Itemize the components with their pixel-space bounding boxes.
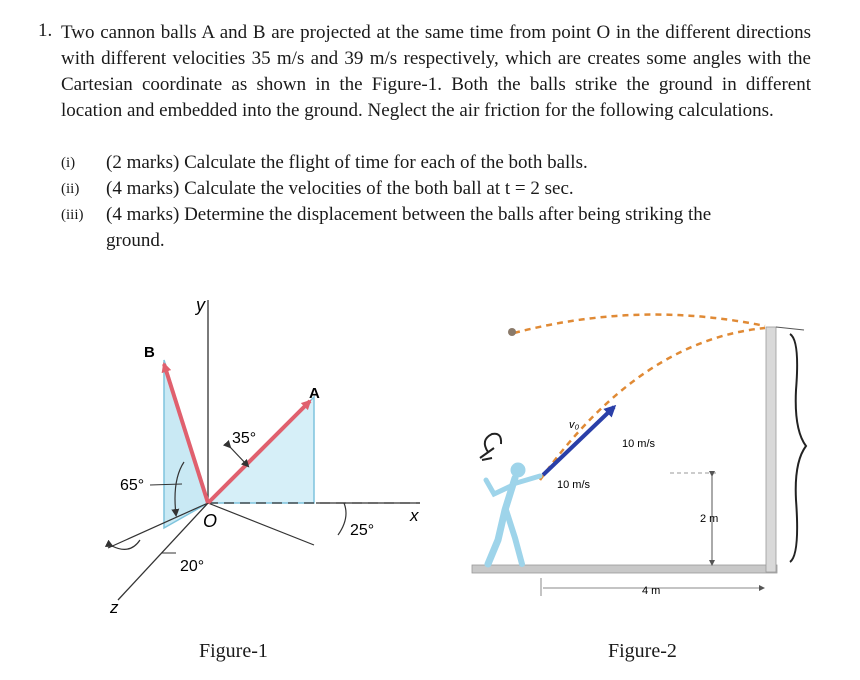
initial-velocity-arrow — [543, 407, 614, 475]
question-number: 1. — [38, 20, 53, 41]
angle-35-label: 35° — [232, 430, 257, 447]
speed-label-top: 10 m/s — [622, 438, 656, 450]
origin-label: O — [203, 511, 218, 531]
y-axis-label: y — [196, 295, 205, 315]
rotation-icon — [480, 434, 501, 460]
figure-2-caption: Figure-2 — [608, 640, 677, 662]
angle-25-label: 25° — [350, 522, 375, 539]
ground-strip — [472, 565, 777, 573]
figure-1-caption: Figure-1 — [199, 640, 268, 662]
height-brace — [790, 334, 806, 562]
x-axis-label: x — [410, 506, 419, 525]
question-intro: Two cannon balls A and B are projected at the same time from point O in the different directions with different velocities 35 m/s and 39 m/s respectively, which are creates some angles with the Cartesian coordinate as shown in the Figure-1. Both the balls strike the ground in different location and embedded into the ground. Neglect the air friction for the following calculations. — [61, 22, 811, 121]
wall-top-edge — [776, 327, 804, 330]
distance-label: 4 m — [642, 585, 661, 597]
sub-question-text: (4 marks) Determine the displacement between the balls after being striking the ground. — [106, 204, 712, 251]
trajectory-rising — [540, 328, 765, 480]
sub-question-numeral: (iii) — [61, 207, 84, 223]
projectile-ball — [508, 328, 516, 336]
thrower-figure — [486, 463, 540, 564]
angle-20-label: 20° — [180, 558, 205, 575]
speed-label-bottom: 10 m/s — [557, 479, 591, 491]
sub-question-numeral: (i) — [61, 155, 76, 171]
trajectory-arc — [514, 315, 765, 333]
sub-question-text: (2 marks) Calculate the flight of time for each of the both balls. — [106, 152, 588, 173]
ball-b-label: B — [144, 344, 155, 361]
v0-label: v₀ — [569, 419, 580, 431]
sub-question-numeral: (ii) — [61, 181, 80, 197]
angle-65-label: 65° — [120, 477, 145, 494]
z-axis-label: z — [110, 598, 119, 617]
ball-a-label: A — [309, 385, 320, 402]
sub-question-text: (4 marks) Calculate the velocities of the both ball at t = 2 sec. — [106, 178, 574, 199]
height-label: 2 m — [700, 513, 719, 525]
wall — [766, 327, 776, 572]
